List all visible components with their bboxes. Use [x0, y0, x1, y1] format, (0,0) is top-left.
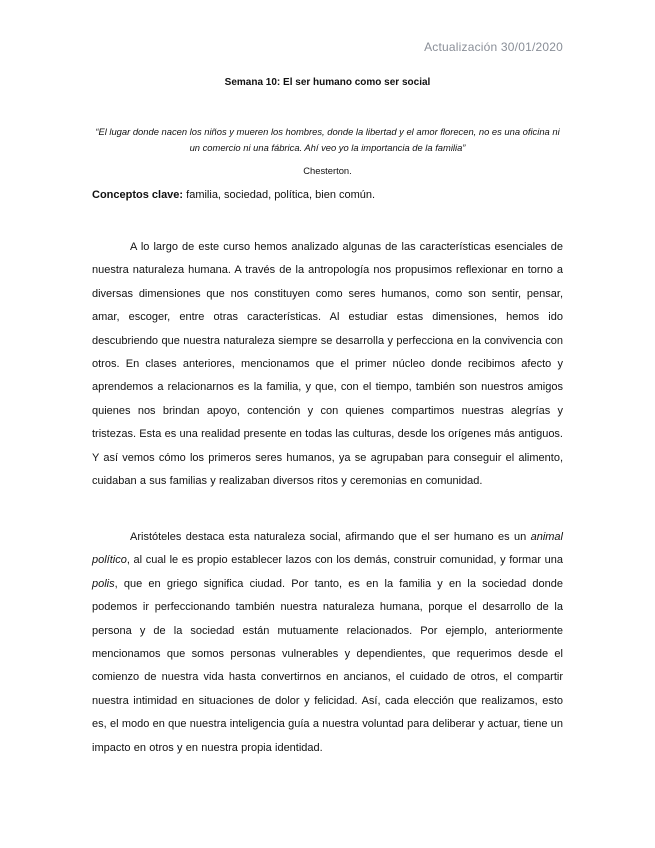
paragraph-2	[92, 526, 563, 760]
quote-author: Chesterton.	[303, 165, 352, 176]
term-polis: polis	[92, 577, 115, 590]
paragraph-2-part-c: , que en griego significa ciudad. Por tanto, es en la familia y en la sociedad donde podemos ir perfeccionando también nuestra naturaleza humana, porque el desarrollo de la persona y de la sociedad están mutuamente relacionados. Por ejemplo, anteriormente mencionamos que somos personas vulnerables y dependientes, que requerimos desde el comienzo de nuestra vida hasta convertirnos en ancianos, el cuidado de otros, el compartir nuestra intimidad en situaciones de dolor y felicidad. Así, cada elección que realizamos, esto es, el modo en que nuestra inteligencia guía a nuestra voluntad para deliberar y actuar, tiene un impacto en otros y en nuestra propia identidad.	[92, 577, 563, 754]
paragraph-2-part-a: Aristóteles destaca esta naturaleza social, afirmando que el ser humano es un	[130, 531, 531, 543]
term-animal-politico: animal político	[92, 531, 563, 567]
paragraph-1: A lo largo de este curso hemos analizado algunas de las características esenciales de nuestra naturaleza humana. A través de la antropología nos propusimos reflexionar en torno a diversas dimensiones que nos constituyen como seres humanos, como son sentir, pensar, amar, escoger, entre otras características. Al estudiar estas dimensiones, hemos ido descubriendo que nuestra naturaleza siempre se desarrolla y perfecciona en la convivencia con otros. En clases anteriores, mencionamos que el primer núcleo donde recibimos afecto y aprendemos a relacionarnos es la familia, y que, con el tiempo, también son nuestros amigos quienes nos brindan apoyo, contención y con quienes compartimos nuestras alegrías y tristezas. Esta es una realidad presente en todas las culturas, desde los orígenes más antiguos. Y así vemos cómo los primeros seres humanos, ya se agrupaban para conseguir el alimento, cuidaban a sus familias y realizaban diversos ritos y ceremonias en comunidad.	[92, 241, 563, 488]
key-concepts-label: Conceptos clave:	[92, 189, 184, 201]
key-concepts-value: familia, sociedad, política, bien común.	[183, 189, 376, 201]
paragraph-2-part-b: , al cual le es propio establecer lazos con los demás, construir comunidad, y formar una	[126, 554, 563, 567]
document-title: Semana 10: El ser humano como ser social	[224, 77, 431, 88]
update-date: Actualización 30/01/2020	[424, 40, 563, 54]
key-concepts	[92, 189, 375, 201]
epigraph-quote: “El lugar donde nacen los niños y mueren los hombres, donde la libertad y el amor florecen, no es una oficina ni un comercio ni una fábrica. Ahí veo yo la importancia de la familia”	[95, 126, 560, 153]
